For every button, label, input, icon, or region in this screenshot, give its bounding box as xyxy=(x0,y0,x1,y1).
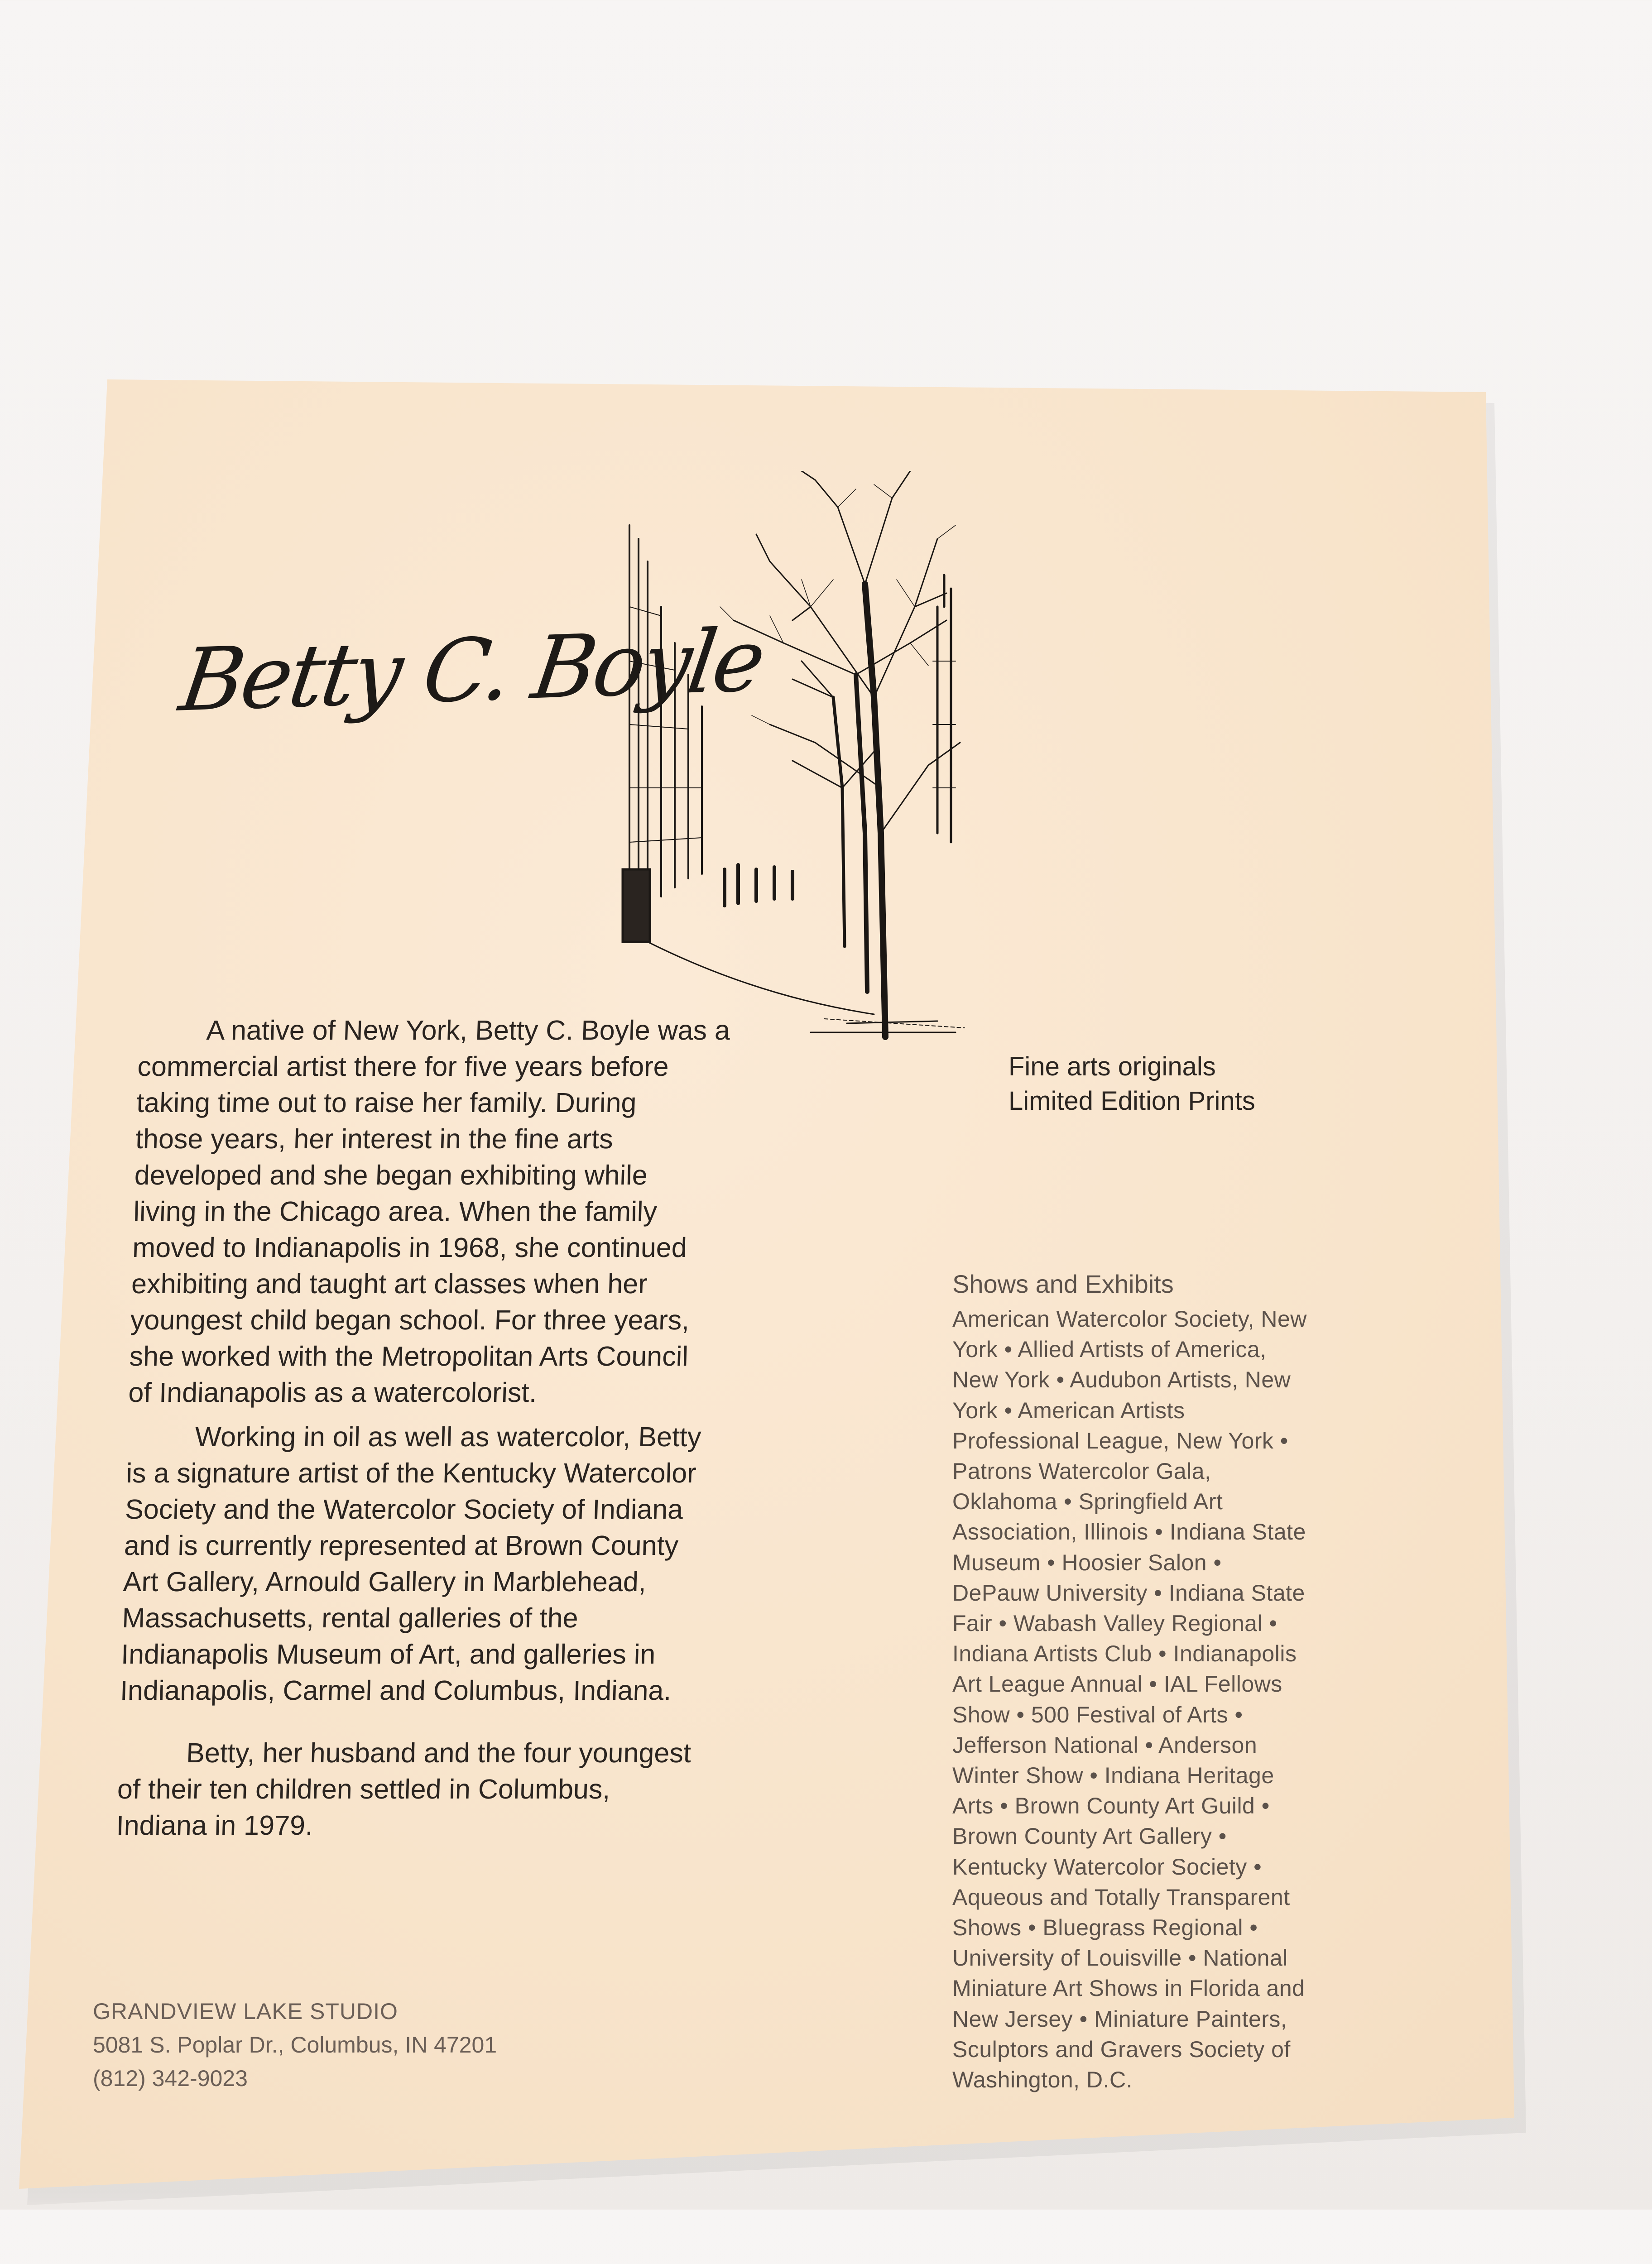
shows-line: Museum • Hoosier Salon • xyxy=(952,1549,1222,1575)
bio-line: Betty, her husband and the four youngest xyxy=(186,1737,692,1768)
shows-line: Fair • Wabash Valley Regional • xyxy=(952,1611,1277,1636)
bio-line: youngest child began school. For three years, xyxy=(130,1305,690,1335)
bio-line: Indianapolis Museum of Art, and galleries in xyxy=(120,1639,656,1669)
bio-paragraph-1 xyxy=(128,1012,864,1410)
shows-line: Indiana Artists Club • Indianapolis xyxy=(952,1641,1297,1667)
offering-originals: Fine arts originals xyxy=(1008,1052,1216,1081)
shows-line: Show • 500 Festival of Arts • xyxy=(952,1702,1243,1727)
bio-line: of their ten children settled in Columbus, xyxy=(117,1774,611,1804)
shows-line: American Watercolor Society, New xyxy=(952,1306,1307,1332)
shows-line: University of Louisville • National xyxy=(952,1945,1288,1971)
shows-line: Patrons Watercolor Gala, xyxy=(952,1458,1211,1484)
bio-line: commercial artist there for five years before xyxy=(137,1051,669,1082)
shows-line: Washington, D.C. xyxy=(952,2067,1133,2093)
street-address: 5081 S. Poplar Dr., Columbus, IN 47201 xyxy=(93,2032,497,2058)
bio-line: moved to Indianapolis in 1968, she continued xyxy=(132,1232,687,1263)
shows-line: New York • Audubon Artists, New xyxy=(952,1367,1291,1393)
bio-line: A native of New York, Betty C. Boyle was a xyxy=(206,1015,731,1046)
bio-paragraph-3 xyxy=(116,1735,844,1843)
bio-line: she worked with the Metropolitan Arts Council xyxy=(129,1341,689,1372)
shows-line: New Jersey • Miniature Painters, xyxy=(952,2006,1287,2032)
bio-line: developed and she began exhibiting while xyxy=(134,1160,648,1190)
bio-line: living in the Chicago area. When the family xyxy=(133,1196,658,1227)
bio-line: Massachusetts, rental galleries of the xyxy=(121,1602,579,1633)
offering-prints: Limited Edition Prints xyxy=(1008,1086,1255,1116)
bio-line: Working in oil as well as watercolor, Betty xyxy=(194,1421,702,1452)
biography xyxy=(116,1012,864,1843)
bio-line: Art Gallery, Arnould Gallery in Marblehead, xyxy=(122,1566,647,1597)
offerings xyxy=(1008,1050,1255,1118)
bio-line: Society and the Watercolor Society of Indiana xyxy=(125,1494,684,1525)
bio-paragraph-2 xyxy=(120,1419,852,1708)
shows-line: Association, Illinois • Indiana State xyxy=(952,1519,1306,1545)
studio-name: GRANDVIEW LAKE STUDIO xyxy=(93,1999,398,2024)
bio-line: taking time out to raise her family. During xyxy=(136,1087,637,1118)
shows-and-exhibits xyxy=(952,1268,1405,2095)
bio-line: is a signature artist of the Kentucky Watercolor xyxy=(125,1458,697,1488)
phone-number: (812) 342-9023 xyxy=(93,2066,248,2091)
bio-line: Indiana in 1979. xyxy=(115,1810,313,1841)
shows-line: York • American Artists xyxy=(952,1397,1185,1423)
bio-line: of Indianapolis as a watercolorist. xyxy=(128,1377,538,1408)
shows-line: Arts • Brown County Art Guild • xyxy=(952,1793,1270,1819)
shows-list xyxy=(952,1304,1405,2095)
shows-line: DePauw University • Indiana State xyxy=(952,1580,1305,1606)
bio-line: Indianapolis, Carmel and Columbus, Indiana. xyxy=(120,1675,672,1706)
shows-line: Winter Show • Indiana Heritage xyxy=(952,1763,1274,1789)
bio-line: exhibiting and taught art classes when her xyxy=(131,1268,648,1299)
shows-line: Sculptors and Gravers Society of xyxy=(952,2036,1291,2062)
bio-line: those years, her interest in the fine arts xyxy=(135,1123,614,1154)
shows-line: Art League Annual • IAL Fellows xyxy=(952,1671,1282,1697)
shows-heading: Shows and Exhibits xyxy=(952,1270,1174,1298)
street-tree-sketch xyxy=(620,471,974,1046)
shows-line: Jefferson National • Anderson xyxy=(952,1732,1258,1758)
shows-line: Shows • Bluegrass Regional • xyxy=(952,1915,1258,1941)
artist-signature: Betty C. Boyle xyxy=(174,610,769,731)
shows-line: Oklahoma • Springfield Art xyxy=(952,1489,1223,1515)
shows-line: Miniature Art Shows in Florida and xyxy=(952,1976,1305,2001)
shows-line: Aqueous and Totally Transparent xyxy=(952,1884,1290,1910)
shows-line: Brown County Art Gallery • xyxy=(952,1823,1227,1849)
shows-line: York • Allied Artists of America, xyxy=(952,1337,1267,1362)
studio-address xyxy=(93,1995,497,2095)
shows-line: Professional League, New York • xyxy=(952,1428,1288,1453)
bio-line: and is currently represented at Brown County xyxy=(124,1530,679,1561)
shows-line: Kentucky Watercolor Society • xyxy=(952,1854,1262,1880)
